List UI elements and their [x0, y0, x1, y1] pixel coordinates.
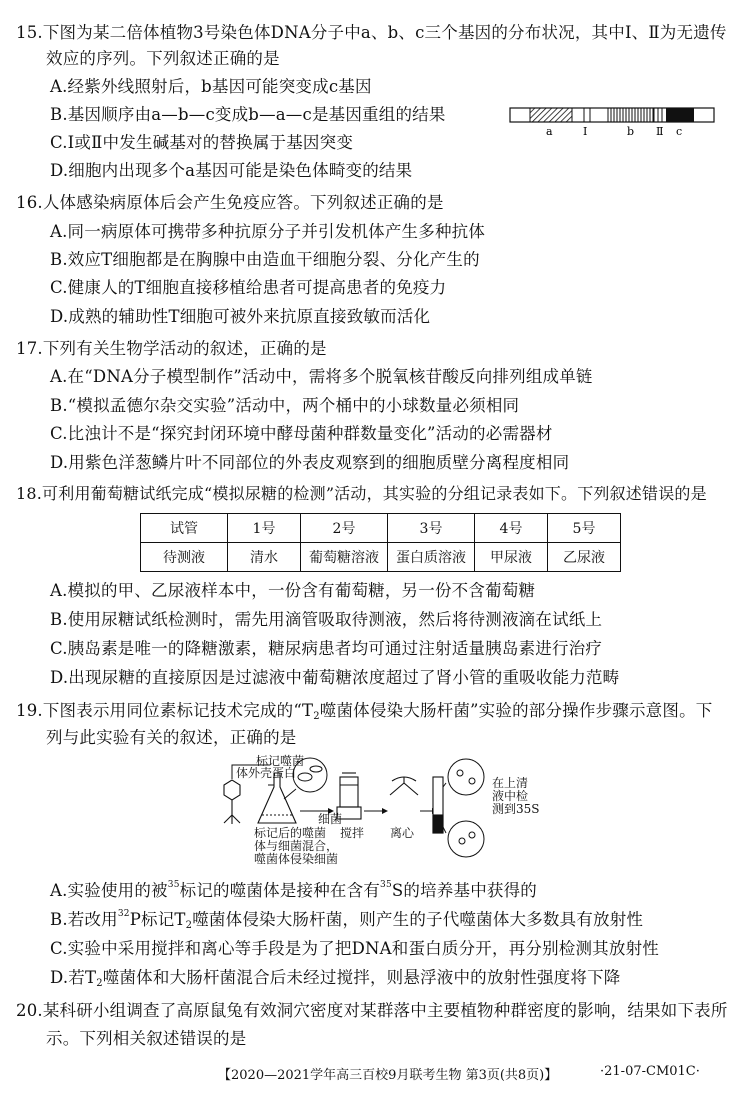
- phage-experiment-diagram: [210, 754, 540, 873]
- q19-a-part1: A.实验使用的被: [50, 881, 168, 900]
- q19-d-part2: 噬菌体和大肠杆菌混合后未经过搅拌，则悬浮液中的放射性强度将下降: [102, 968, 621, 987]
- flask-icon: [258, 773, 296, 823]
- q15-option-c: C.Ⅰ或Ⅱ中发生碱基对的替换属于基因突变: [50, 133, 354, 152]
- label-II: Ⅱ: [656, 125, 664, 138]
- q17-option-c: C.比浊计不是“探究封闭环境中酵母菌种群数量变化”活动的必需器材: [50, 424, 553, 443]
- q17-stem: 17.下列有关生物学活动的叙述，正确的是: [16, 339, 327, 358]
- q17-option-b: B.“模拟孟德尔杂交实验”活动中，两个桶中的小球数量必须相同: [50, 396, 520, 415]
- table-row: [141, 543, 621, 572]
- table-cell: 清水: [228, 543, 301, 572]
- q20-stem-line1: 20.某科研小组调查了高原鼠兔有效洞穴密度对某群落中主要植物种群密度的影响，结果如下表所: [16, 1001, 728, 1020]
- table-cell: 试管: [141, 514, 228, 543]
- label-supernatant-3: 测到35S: [492, 802, 540, 816]
- q19-b-part1: B.若改用: [50, 910, 118, 929]
- label-a: a: [546, 125, 553, 138]
- q19-b-part3: 噬菌体侵染大肠杆菌，则产生的子代噬菌体大多数具有放射性: [192, 910, 644, 929]
- label-bacteria: 细菌: [318, 812, 343, 826]
- q18-stem: 18.可利用葡萄糖试纸完成“模拟尿糖的检测”活动，其实验的分组记录表如下。下列叙述错误的是: [16, 484, 707, 503]
- q16-stem: 16.人体感染病原体后会产生免疫应答。下列叙述正确的是: [16, 193, 444, 212]
- q19-d-part1: D.若T: [50, 968, 97, 987]
- q19-stem-line1: [16, 700, 713, 722]
- page-code: ·21-07-CM01C·: [600, 1064, 700, 1079]
- q20-stem-line2: 示。下列相关叙述错误的是: [46, 1029, 247, 1048]
- label-supernatant-2: 液中检: [492, 789, 529, 803]
- supernatant-view-icon: [443, 759, 484, 857]
- gene-c-segment: [666, 108, 694, 122]
- table-cell: 5号: [548, 514, 621, 543]
- chromosome-dna-diagram: [508, 106, 718, 140]
- table-cell: 葡萄糖溶液: [301, 543, 388, 572]
- table-cell: 待测液: [141, 543, 228, 572]
- q19-a-sup1: 35: [167, 880, 180, 890]
- centrifuge-icon: [390, 777, 418, 795]
- table-cell: 蛋白质溶液: [388, 543, 475, 572]
- q19-stem-part2: 噬菌体侵染大肠杆菌”实验的部分操作步骤示意图。下: [319, 701, 713, 720]
- q19-option-b: [50, 909, 643, 931]
- q19-d-sub: 2: [96, 978, 103, 989]
- q19-stem-sub: 2: [313, 711, 320, 722]
- table-cell: 甲尿液: [475, 543, 548, 572]
- q15-stem-line2: 效应的序列。下列叙述正确的是: [46, 49, 280, 68]
- label-centrifuge: 离心: [390, 826, 415, 840]
- q16-option-b: B.效应T细胞都是在胸腺中由造血干细胞分裂、分化产生的: [50, 250, 480, 269]
- label-supernatant-1: 在上清: [492, 776, 529, 790]
- q15-option-d: D.细胞内出现多个a基因可能是染色体畸变的结果: [50, 161, 413, 180]
- label-c: c: [676, 125, 683, 138]
- q15-stem-line1: 15.下图为某二倍体植物3号染色体DNA分子中a、b、c三个基因的分布状况，其中Ⅰ、Ⅱ为无遗传: [16, 23, 727, 42]
- q19-b-part2: P标记T: [129, 910, 186, 929]
- test-tube-icon: [433, 777, 443, 833]
- label-I: Ⅰ: [583, 125, 588, 138]
- label-mix-3: 噬菌体侵染细菌: [254, 852, 339, 866]
- q16-option-d: D.成熟的辅助性T细胞可被外来抗原直接致敏而活化: [50, 307, 431, 326]
- label-stir: 搅拌: [340, 826, 365, 840]
- q19-option-a: [50, 880, 537, 902]
- q19-a-part2: 标记的噬菌体是接种在含有: [179, 881, 381, 900]
- table-cell: 1号: [228, 514, 301, 543]
- phage-icon: [224, 780, 240, 824]
- q18-option-b: B.使用尿糖试纸检测时，需先用滴管吸取待测液，然后将待测液滴在试纸上: [50, 610, 603, 629]
- q15-option-b: B.基因顺序由a—b—c变成b—a—c是基因重组的结果: [50, 105, 446, 124]
- q19-b-sub: 2: [185, 920, 193, 931]
- q16-option-c: C.健康人的T细胞直接移植给患者可提高患者的免疫力: [50, 278, 447, 297]
- q19-a-part3: S的培养基中获得的: [391, 881, 537, 900]
- gene-a-segment: [530, 108, 572, 122]
- label-mix-2: 体与细菌混合，: [254, 839, 339, 853]
- q19-a-sup2: 35: [380, 880, 392, 890]
- q19-stem-line2: 列与此实验有关的叙述，正确的是: [46, 728, 297, 747]
- q18-option-c: C.胰岛素是唯一的降糖激素，糖尿病患者均可通过注射适量胰岛素进行治疗: [50, 639, 603, 658]
- table-cell: 4号: [475, 514, 548, 543]
- urine-test-table: [140, 513, 621, 572]
- q19-stem-part1: 19.下图表示用同位素标记技术完成的“T: [16, 701, 314, 720]
- q17-option-a: A.在“DNA分子模型制作”活动中，需将多个脱氧核苷酸反向排列组成单链: [50, 367, 593, 386]
- label-marked-phage: 标记噬菌: [256, 754, 305, 768]
- gene-b-segment: [608, 108, 654, 122]
- q15-option-a: A.经紫外线照射后，b基因可能突变成c基因: [50, 77, 372, 96]
- q18-option-a: A.模拟的甲、乙尿液样本中，一份含有葡萄糖，另一份不含葡萄糖: [50, 581, 536, 600]
- q19-option-d: [50, 967, 620, 989]
- table-cell: 3号: [388, 514, 475, 543]
- label-phage-coat: 体外壳蛋白: [236, 766, 297, 780]
- label-b: b: [627, 125, 635, 138]
- table-row: [141, 514, 621, 543]
- q16-option-a: A.同一病原体可携带多种抗原分子并引发机体产生多种抗体: [50, 222, 486, 241]
- q17-option-d: D.用紫色洋葱鳞片叶不同部位的外表皮观察到的细胞质壁分离程度相同: [50, 453, 570, 472]
- label-mix-1: 标记后的噬菌: [254, 826, 327, 840]
- q19-option-c: C.实验中采用搅拌和离心等手段是为了把DNA和蛋白质分开，再分别检测其放射性: [50, 939, 659, 958]
- q18-option-d: D.出现尿糖的直接原因是过滤液中葡萄糖浓度超过了肾小管的重吸收能力范畴: [50, 668, 620, 687]
- q19-b-sup: 32: [117, 909, 130, 919]
- table-cell: 乙尿液: [548, 543, 621, 572]
- table-cell: 2号: [301, 514, 388, 543]
- page-footer: 【2020—2021学年高三百校9月联考生物 第3页(共8页)】: [218, 1068, 558, 1083]
